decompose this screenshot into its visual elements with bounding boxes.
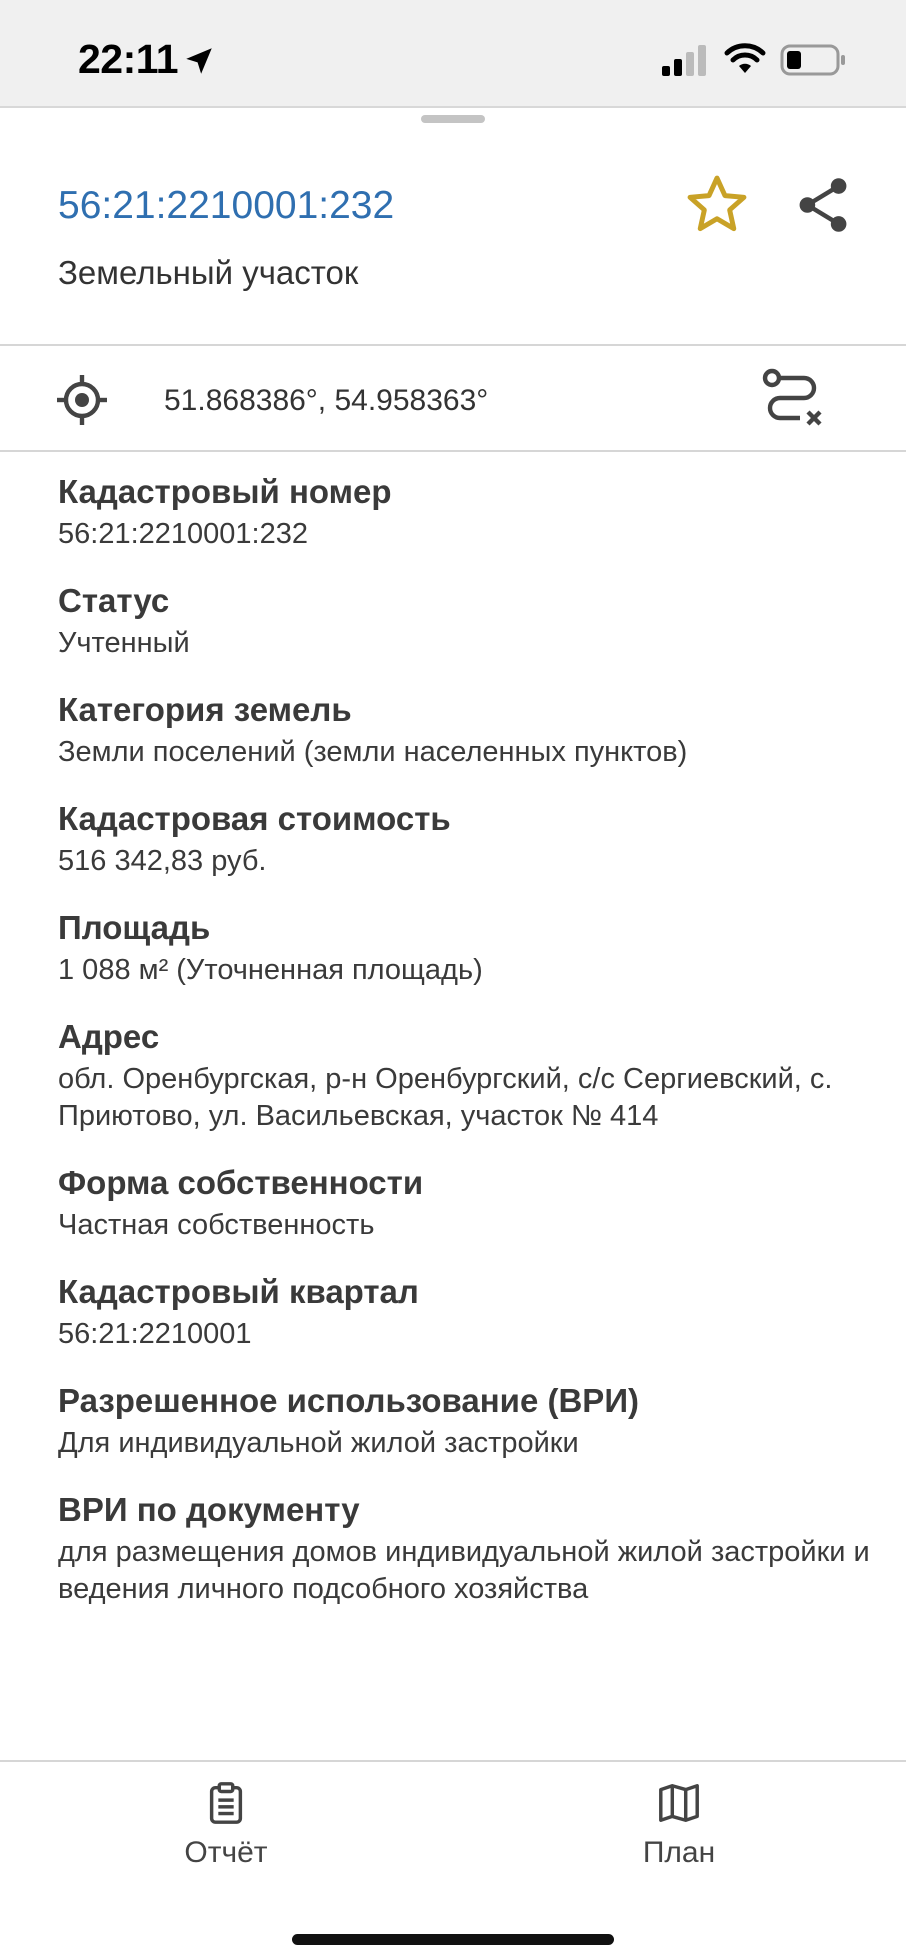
route-icon[interactable] bbox=[762, 368, 824, 430]
field-area bbox=[58, 906, 878, 989]
bottom-tab-bar bbox=[0, 1760, 906, 1960]
star-icon[interactable] bbox=[684, 172, 750, 238]
field-cadastral-value bbox=[58, 797, 878, 880]
field-value: Земли поселений (земли населенных пунктов) bbox=[58, 736, 688, 768]
map-icon bbox=[656, 1780, 702, 1826]
field-land-category bbox=[58, 688, 878, 771]
field-label: Площадь bbox=[58, 909, 211, 946]
field-label: Разрешенное использование (ВРИ) bbox=[58, 1382, 640, 1419]
sheet-grabber[interactable] bbox=[421, 115, 485, 123]
object-header bbox=[0, 124, 906, 346]
clipboard-icon bbox=[203, 1780, 249, 1826]
cellular-signal-icon bbox=[660, 44, 710, 78]
field-value: Для индивидуальной жилой застройки bbox=[58, 1427, 579, 1459]
field-value: обл. Оренбургская, р-н Оренбургский, с/с Сергиевский, с. Приютово, ул. Васильевская, участок № 414 bbox=[58, 1063, 833, 1132]
property-details bbox=[58, 470, 878, 1760]
field-status bbox=[58, 579, 878, 662]
location-arrow-icon bbox=[182, 44, 216, 78]
wifi-icon bbox=[724, 42, 766, 76]
field-cadastral-number bbox=[58, 470, 878, 553]
field-label: Кадастровая стоимость bbox=[58, 800, 451, 837]
field-ownership bbox=[58, 1161, 878, 1244]
tab-plan[interactable] bbox=[579, 1780, 779, 1890]
field-value: 56:21:2210001 bbox=[58, 1318, 252, 1350]
field-value: для размещения домов индивидуальной жилой застройки и ведения личного подсобного хозяйства bbox=[58, 1536, 870, 1605]
field-label: Адрес bbox=[58, 1018, 160, 1055]
field-value: 56:21:2210001:232 bbox=[58, 518, 308, 550]
target-icon[interactable] bbox=[56, 374, 108, 426]
field-permitted-use-document bbox=[58, 1488, 878, 1608]
field-value: 1 088 м² (Уточненная площадь) bbox=[58, 954, 483, 986]
tab-report[interactable] bbox=[126, 1780, 326, 1890]
share-icon[interactable] bbox=[796, 176, 850, 234]
field-permitted-use bbox=[58, 1379, 878, 1462]
home-indicator[interactable] bbox=[292, 1934, 614, 1945]
field-label: Форма собственности bbox=[58, 1164, 424, 1201]
field-value: Учтенный bbox=[58, 627, 190, 659]
field-value: 516 342,83 руб. bbox=[58, 845, 267, 877]
field-label: Кадастровый квартал bbox=[58, 1273, 419, 1310]
field-label: Статус bbox=[58, 582, 170, 619]
field-label: ВРИ по документу bbox=[58, 1491, 360, 1528]
object-type: Земельный участок bbox=[58, 254, 359, 291]
field-label: Кадастровый номер bbox=[58, 473, 392, 510]
field-label: Категория земель bbox=[58, 691, 352, 728]
cadastral-title: 56:21:2210001:232 bbox=[58, 184, 395, 227]
status-bar bbox=[0, 0, 906, 108]
tab-report-label: Отчёт bbox=[184, 1836, 268, 1869]
coordinates-row bbox=[0, 348, 906, 452]
tab-plan-label: План bbox=[642, 1836, 716, 1869]
coordinates-text[interactable]: 51.868386°, 54.958363° bbox=[164, 384, 489, 417]
field-address bbox=[58, 1015, 878, 1135]
field-value: Частная собственность bbox=[58, 1209, 375, 1241]
battery-icon bbox=[780, 43, 848, 77]
status-time: 22:11 bbox=[78, 36, 179, 82]
field-cadastral-quarter bbox=[58, 1270, 878, 1353]
